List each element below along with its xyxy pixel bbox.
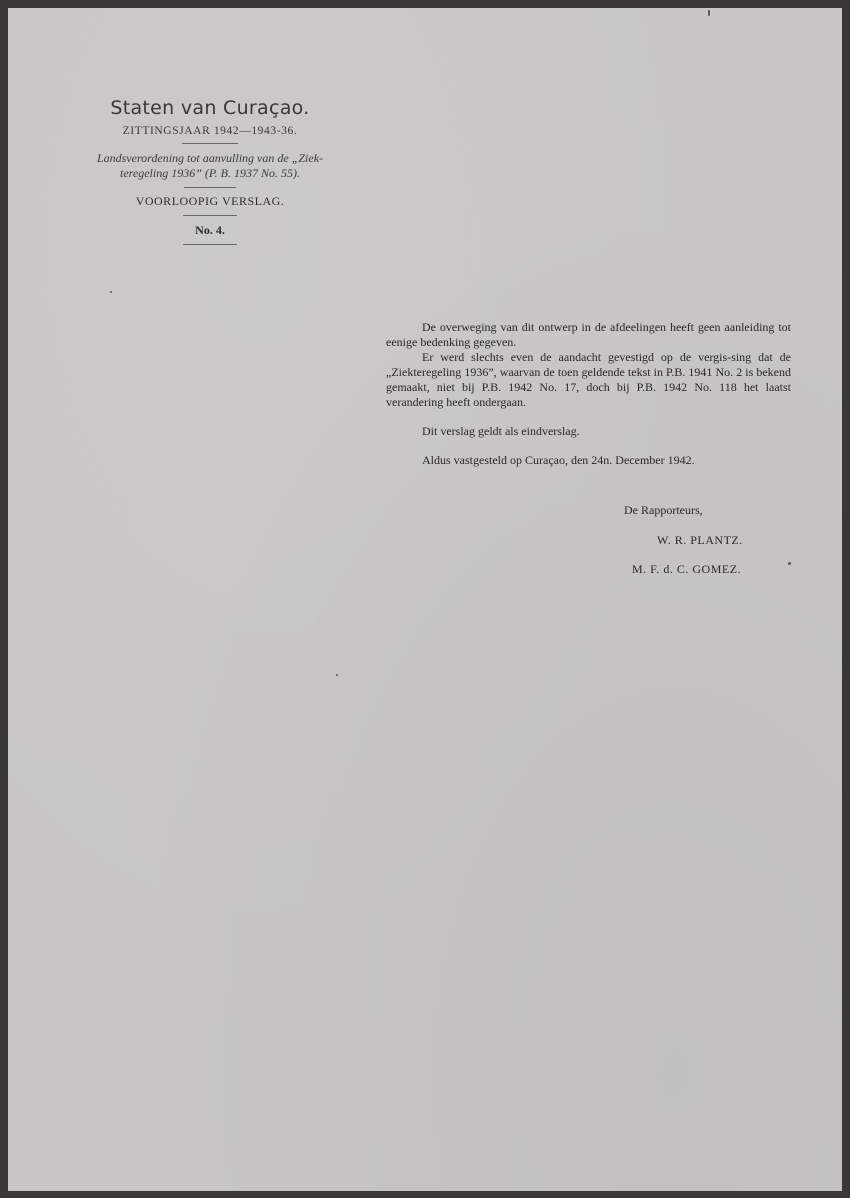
signatory-name: W. R. PLANTZ. [657, 533, 743, 547]
body-paragraph: De overweging van dit ontwerp in de afdeelingen heeft geen aanleiding tot eenige bedenking gegeven. [386, 320, 791, 349]
report-number: No. 4. [195, 223, 225, 237]
document-page [8, 8, 842, 1191]
signatory-name: M. F. d. C. GOMEZ. [632, 562, 742, 576]
divider [182, 143, 238, 144]
paper-speck [336, 674, 338, 676]
session-year: ZITTINGSJAAR 1942—1943-36. [122, 125, 298, 137]
report-type: VOORLOOPIG VERSLAG. [135, 194, 285, 208]
divider [183, 244, 237, 245]
paper-speck [110, 291, 112, 293]
report-body [386, 320, 791, 468]
divider [183, 215, 237, 216]
paper-speck [788, 562, 791, 565]
document-header [60, 96, 360, 245]
place-date: Aldus vastgesteld op Curaçao, den 24n. December 1942. [422, 453, 695, 467]
signature-intro: De Rapporteurs, [624, 503, 703, 517]
final-note: Dit verslag geldt als eindverslag. [422, 424, 580, 438]
signature-block [624, 503, 784, 577]
institution-title: Staten van Curaçao. [110, 97, 310, 119]
subject-title [60, 151, 360, 181]
subject-line: Landsverordening tot aanvulling van de „Ziek- [96, 151, 324, 165]
paper-speck [708, 10, 710, 16]
body-paragraph: Er werd slechts even de aandacht gevestigd op de vergis-sing dat de „Ziekteregeling 1936”, waarvan de toen geldende tekst in P.B. 1941 No. 2 is bekend gemaakt, niet bij P.B. 1942 No. 17, doch bij P.B. 1942 No. 118 het laatst verandering heeft ondergaan. [386, 350, 791, 409]
subject-line: teregeling 1936” (P. B. 1937 No. 55). [120, 166, 300, 180]
divider [184, 187, 236, 188]
